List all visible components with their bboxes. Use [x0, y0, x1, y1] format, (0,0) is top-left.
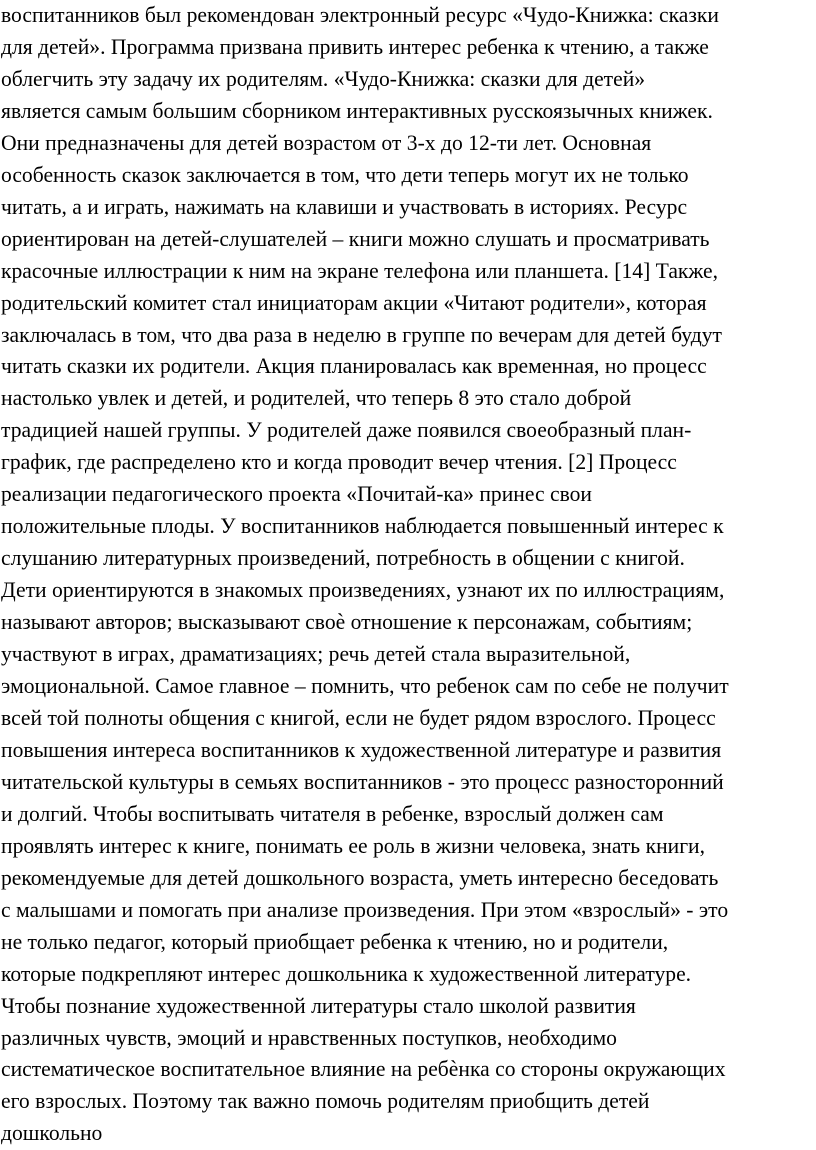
- text-line: и долгий. Чтобы воспитывать читателя в ребенке, взрослый должен сам: [1, 801, 664, 826]
- text-line: рекомендуемые для детей дошкольного возраста, уметь интересно беседовать: [1, 865, 719, 890]
- text-line: воспитанников был рекомендован электронный ресурс «Чудо-Книжка: сказки: [1, 3, 719, 27]
- text-line: эмоциональной. Самое главное – помнить, что ребенок сам по себе не получит: [1, 674, 729, 699]
- text-line: читать, а и играть, нажимать на клавиши и участвовать в историях. Ресурс: [1, 194, 688, 219]
- text-line: проявлять интерес к книге, понимать ее роль в жизни человека, знать книги,: [1, 833, 706, 858]
- text-line: различных чувств, эмоций и нравственных поступков, необходимо: [1, 1025, 617, 1050]
- text-line: заключалась в том, что два раза в неделю в группе по вечерам для детей будут: [1, 322, 722, 347]
- text-line: является самым большим сборником интерактивных русскоязычных книжек.: [1, 98, 713, 123]
- text-line: традицией нашей группы. У родителей даже появился своеобразный план-: [1, 418, 692, 443]
- text-line: Чтобы познание художественной литературы стало школой развития: [1, 993, 636, 1018]
- text-line: облегчить эту задачу их родителям. «Чудо-Книжка: сказки для детей»: [1, 66, 646, 91]
- text-line: для детей». Программа призвана привить интерес ребенка к чтению, а также: [1, 34, 709, 59]
- text-line: дошкольно: [1, 1121, 103, 1146]
- text-line: систематическое воспитательное влияние на ребѐнка со стороны окружающих: [1, 1057, 726, 1082]
- text-line: всей той полноты общения с книгой, если не будет рядом взрослого. Процесс: [1, 705, 716, 730]
- text-line: участвуют в играх, драматизациях; речь детей стала выразительной,: [1, 642, 631, 667]
- text-line: ориентирован на детей-слушателей – книги можно слушать и просматривать: [1, 226, 710, 251]
- body-text: [1, 0, 816, 1150]
- text-line: читать сказки их родители. Акция планировалась как временная, но процесс: [1, 354, 707, 379]
- text-line: положительные плоды. У воспитанников наблюдается повышенный интерес к: [1, 514, 724, 539]
- text-line: которые подкрепляют интерес дошкольника к художественной литературе.: [1, 961, 692, 986]
- text-line: его взрослых. Поэтому так важно помочь родителям приобщить детей: [1, 1089, 650, 1114]
- text-line: слушанию литературных произведений, потребность в общении с книгой.: [1, 546, 685, 571]
- text-line: с малышами и помогать при анализе произведения. При этом «взрослый» - это: [1, 897, 729, 922]
- text-line: повышения интереса воспитанников к художественной литературе и развития: [1, 737, 722, 762]
- text-line: настолько увлек и детей, и родителей, что теперь 8 это стало доброй: [1, 386, 632, 411]
- text-line: Они предназначены для детей возрастом от 3-х до 12-ти лет. Основная: [1, 130, 652, 155]
- text-line: особенность сказок заключается в том, что дети теперь могут их не только: [1, 162, 689, 187]
- text-line: называют авторов; высказывают своѐ отношение к персонажам, событиям;: [1, 610, 693, 635]
- text-line: не только педагог, который приобщает ребенка к чтению, но и родители,: [1, 929, 669, 954]
- text-line: читательской культуры в семьях воспитанников - это процесс разносторонний: [1, 769, 724, 794]
- text-line: Дети ориентируются в знакомых произведениях, узнают их по иллюстрациям,: [1, 578, 725, 603]
- text-line: график, где распределено кто и когда проводит вечер чтения. [2] Процесс: [1, 450, 677, 475]
- text-line: родительский комитет стал инициаторам акции «Читают родители», которая: [1, 290, 707, 315]
- text-line: реализации педагогического проекта «Почитай-ка» принес свои: [1, 482, 592, 507]
- text-line: красочные иллюстрации к ним на экране телефона или планшета. [14] Также,: [1, 258, 719, 283]
